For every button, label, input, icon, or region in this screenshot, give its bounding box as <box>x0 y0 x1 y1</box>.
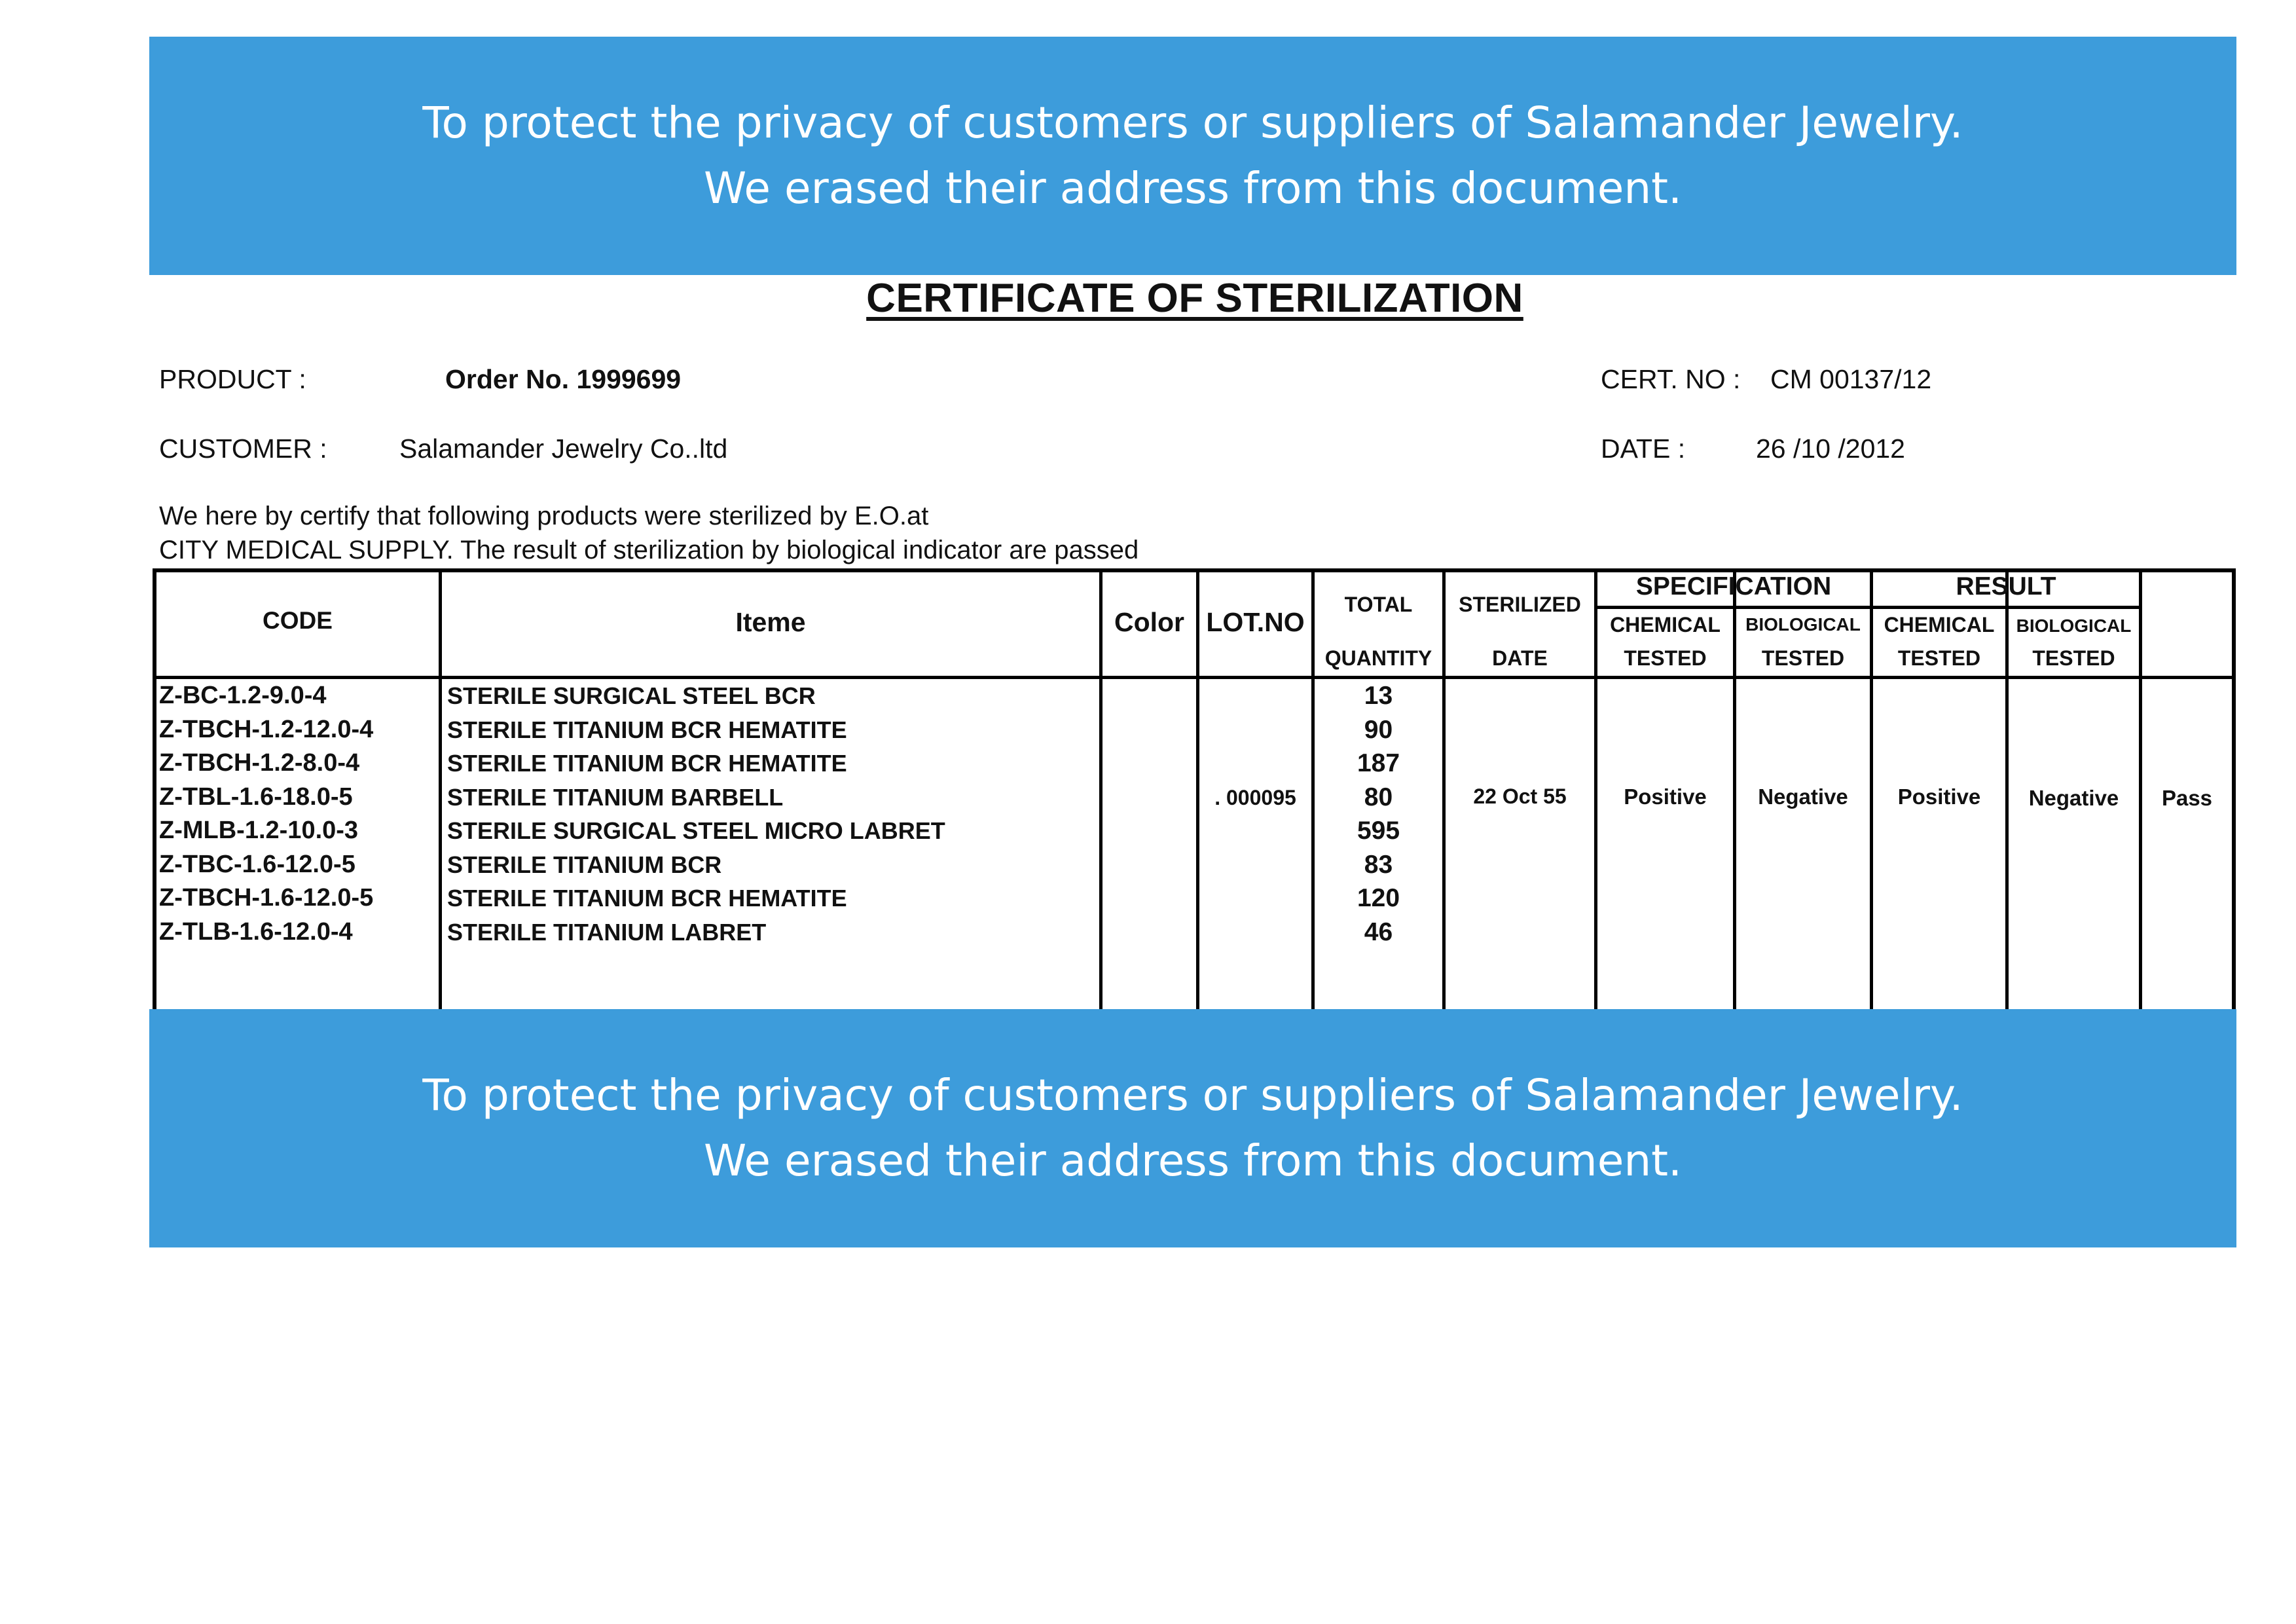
privacy-line-2: We erased their address from this document. <box>703 163 1683 213</box>
table-row-code: Z-MLB-1.2-10.0-3 <box>159 817 359 844</box>
table-row-code: Z-TBCH-1.2-12.0-4 <box>159 715 374 743</box>
header-quantity: QUANTITY <box>1324 646 1432 670</box>
spec-biological-value: Negative <box>1758 784 1848 809</box>
table-row-qty: 80 <box>1364 783 1393 811</box>
lot-number: . 000095 <box>1214 786 1296 809</box>
document-title: CERTIFICATE OF STERILIZATION <box>866 276 1523 321</box>
table-row-qty: 46 <box>1364 917 1393 946</box>
item-column <box>447 679 945 949</box>
table-row-code: Z-TBC-1.6-12.0-5 <box>159 850 355 878</box>
header-result-biological-tested: TESTED <box>2032 646 2115 670</box>
table-row-qty: 83 <box>1364 850 1393 879</box>
header-lot-no: LOT.NO <box>1206 607 1305 637</box>
header-color: Color <box>1114 607 1185 637</box>
table-row-qty: 90 <box>1364 715 1393 744</box>
quantity-column <box>1315 679 1442 949</box>
header-sterilized: STERILIZED <box>1459 593 1581 616</box>
header-item: Iteme <box>735 607 806 637</box>
table-row-item: STERILE TITANIUM LABRET <box>447 918 767 946</box>
table-row-item: STERILE TITANIUM BARBELL <box>447 783 784 811</box>
header-spec-chemical: CHEMICAL <box>1610 613 1721 637</box>
customer-label: CUSTOMER : <box>159 434 327 464</box>
table-row-code: Z-TBL-1.6-18.0-5 <box>159 783 353 811</box>
privacy-line-1: To protect the privacy of customers or suppliers of Salamander Jewelry. <box>422 98 1963 148</box>
spec-chemical-value: Positive <box>1624 784 1707 809</box>
table-row-item: STERILE SURGICAL STEEL MICRO LABRET <box>447 817 945 844</box>
statement-line-2: CITY MEDICAL SUPPLY. The result of sterilization by biological indicator are passed <box>159 536 1139 564</box>
table-row-item: STERILE TITANIUM BCR HEMATITE <box>447 716 847 743</box>
header-result-biological: BIOLOGICAL <box>2016 616 2132 636</box>
header-specification: SPECIFICATION <box>1635 572 1832 600</box>
privacy-line-2: We erased their address from this document. <box>703 1135 1683 1186</box>
cert-value: CM 00137/12 <box>1770 364 1932 394</box>
header-result-chemical-tested: TESTED <box>1897 646 1981 670</box>
table-row-qty: 595 <box>1357 817 1400 845</box>
table-row-qty: 120 <box>1357 884 1400 912</box>
table-row-item: STERILE TITANIUM BCR <box>447 851 722 878</box>
table-row-code: Z-BC-1.2-9.0-4 <box>159 682 327 709</box>
code-column <box>159 679 373 949</box>
header-total: TOTAL <box>1344 593 1413 616</box>
table-row-code: Z-TBCH-1.2-8.0-4 <box>159 749 360 777</box>
table-row-item: STERILE TITANIUM BCR HEMATITE <box>447 885 847 912</box>
header-result-chemical: CHEMICAL <box>1884 613 1995 637</box>
privacy-line-1: To protect the privacy of customers or suppliers of Salamander Jewelry. <box>422 1070 1963 1120</box>
grid-line <box>439 572 442 1009</box>
privacy-banner-bottom <box>149 1009 2236 1247</box>
header-spec-chemical-tested: TESTED <box>1624 646 1707 670</box>
sterilized-date-value: 22 Oct 55 <box>1473 784 1567 808</box>
date-label: DATE : <box>1601 434 1686 464</box>
sterilization-table <box>153 568 2236 1009</box>
header-sterilized-date: DATE <box>1492 646 1548 670</box>
header-code: CODE <box>263 607 333 634</box>
header-spec-biological-tested: TESTED <box>1761 646 1845 670</box>
grid-line <box>1594 606 2139 609</box>
result-chemical-value: Positive <box>1897 784 1981 809</box>
statement-line-1: We here by certify that following products were sterilized by E.O.at <box>159 502 929 530</box>
product-value: Order No. 1999699 <box>445 364 682 394</box>
product-label: PRODUCT : <box>159 364 306 394</box>
grid-line <box>1099 572 1102 1009</box>
table-row-qty: 13 <box>1364 682 1393 710</box>
table-row-code: Z-TLB-1.6-12.0-4 <box>159 917 353 946</box>
privacy-banner-top <box>149 37 2236 275</box>
header-spec-biological: BIOLOGICAL <box>1745 614 1861 635</box>
table-row-item: STERILE TITANIUM BCR HEMATITE <box>447 750 847 777</box>
date-value: 26 /10 /2012 <box>1756 434 1905 464</box>
table-row-code: Z-TBCH-1.6-12.0-5 <box>159 884 374 912</box>
certification-statement <box>159 499 1139 567</box>
customer-value: Salamander Jewelry Co..ltd <box>399 434 728 464</box>
result-biological-value: Negative <box>2028 786 2119 810</box>
header-result: RESULT <box>1956 572 2056 600</box>
table-row-item: STERILE SURGICAL STEEL BCR <box>447 682 816 709</box>
table-row-qty: 187 <box>1357 749 1400 777</box>
overall-result-value: Pass <box>2161 786 2213 810</box>
cert-label: CERT. NO : <box>1601 364 1741 394</box>
